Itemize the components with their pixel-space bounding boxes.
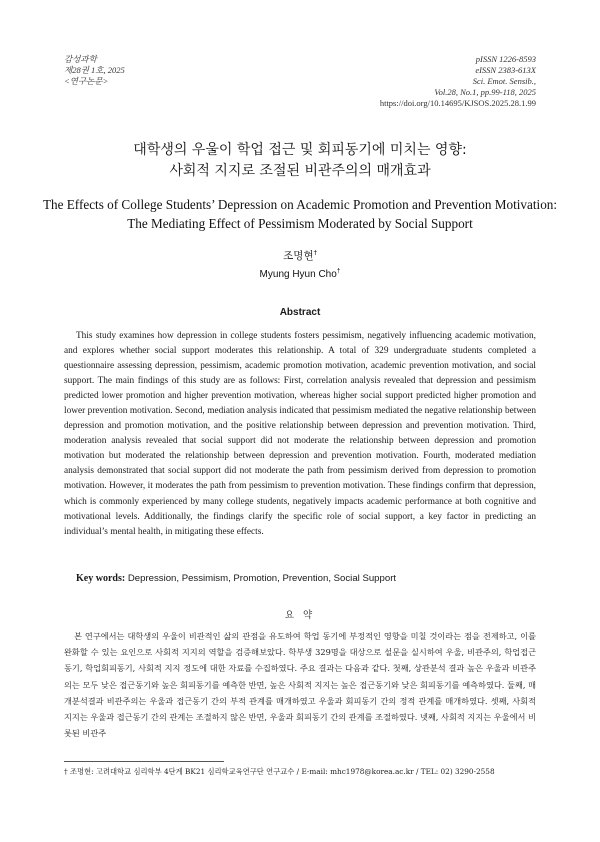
- journal-name-en: Sci. Emot. Sensib.,: [472, 76, 536, 86]
- footnote-divider: [64, 761, 224, 762]
- keywords: [76, 573, 536, 584]
- author-name-en: Myung Hyun Cho: [259, 269, 337, 280]
- summary-heading: 요 약: [284, 610, 316, 621]
- title-en-line2: The Mediating Effect of Pessimism Moderated by Social Support: [127, 216, 473, 231]
- title-ko-line1: 대학생의 우울이 학업 접근 및 회피동기에 미치는 영향:: [133, 142, 467, 158]
- pissn: pISSN 1226-8593: [475, 54, 536, 64]
- summary-text: 본 연구에서는 대학생의 우울이 비관적인 삶의 관점을 유도하여 학업 동기에 부정적인 영향을 미칠 것이라는 점을 전제하고, 이를 완화할 수 있는 요인으로 사회적 지지의 역할을 검증해보았다. 학부생 329명을 대상으로 설문을 실시하여 우울, 비관주의, 학업접근동기, 학업회피동기, 사회적 지지 정도에 대한 자료를 수집하였다. 주요 결과는 다음과 같다. 첫째, 상관분석 결과 높은 우울과 비관주의는 모두 낮은 접근동기와 높은 회피동기를 예측한 반면, 높은 사회적 지지는 높은 접근동기와 낮은 회피동기를 예측하였다. 둘째, 매개분석결과 비관주의는 우울과 접근동기 간의 부적 관계를 매개하였고 우울과 회피동기 간의 정적 관계를 매개하였다. 셋째, 사회적 지지는 우울과 접근동기 간의 관계는 조절하지 않은 반면, 우울과 회피동기 간의 관계를 조절하였다. 넷째, 사회적 지지는 우울에서 비롯된 비관주: [64, 631, 536, 739]
- journal-header-left: [64, 54, 125, 87]
- author-korean: [0, 248, 600, 263]
- doi-link[interactable]: https://doi.org/10.14695/KJSOS.2025.28.1.99: [379, 98, 536, 108]
- author-name-ko: 조명현: [283, 250, 314, 262]
- author-mark-ko: †: [313, 248, 317, 257]
- title-korean: [40, 140, 560, 182]
- keywords-text: Depression, Pessimism, Promotion, Prevention, Social Support: [127, 573, 397, 584]
- article-type-ko: <연구논문>: [64, 76, 109, 86]
- title-ko-line2: 사회적 지지로 조절된 비관주의의 매개효과: [169, 163, 431, 179]
- journal-name-ko: 감성과학: [64, 54, 97, 64]
- journal-header-right: [380, 54, 536, 109]
- abstract-heading: Abstract: [279, 307, 321, 318]
- keywords-label: Key words:: [76, 573, 126, 584]
- footnote: † 조명현: 고려대학교 심리학부 4단계 BK21 심리학교육연구단 연구교수 / E-mail: mhc1978@korea.ac.kr / TEL: 02) 3290-2558: [64, 767, 495, 776]
- journal-volume-en: Vol.28, No.1, pp.99-118, 2025: [434, 87, 536, 97]
- eissn: eISSN 2383-613X: [475, 65, 536, 75]
- abstract-text: This study examines how depression in college students fosters pessimism, negatively influencing academic motivation, and explores whether social support moderates this relationship. A total of 329 undergraduate students completed a questionnaire assessing depression, pessimism, academic promotion motivation, academic prevention motivation, and social support. The main findings of this study are as follows: First, correlation analysis revealed that depression and pessimism predicted lower promotion and higher prevention motivation, whereas higher social support predicted higher promotion and lower prevention motivation. Second, mediation analysis indicated that pessimism mediated the negative relationship between depression and promotion motivation, and the positive relationship between depression and prevention motivation. Third, moderation analysis revealed that social support did not moderate the relationship between depression and promotion motivation but moderated the relationship between depression and prevention motivation. Fourth, moderated mediation analysis demonstrated that social support did not moderate the path from pessimism derived from depression to promotion motivation. However, it moderates the path from pessimism to prevention motivation. These findings confirm that depression, which is commonly experienced by many college students, negatively impacts academic performance at both cognitive and motivational levels. Additionally, the findings clarify the specific role of social support, a key factor in predicting an individual’s mental health, in mitigating these effects.: [64, 331, 536, 537]
- title-en-line1: The Effects of College Students’ Depression on Academic Promotion and Prevention Motivation:: [42, 197, 558, 212]
- journal-volume-ko: 제28권 1호, 2025: [64, 65, 125, 75]
- title-english: [40, 195, 560, 233]
- author-english: [0, 269, 600, 280]
- author-mark-en: †: [336, 267, 341, 275]
